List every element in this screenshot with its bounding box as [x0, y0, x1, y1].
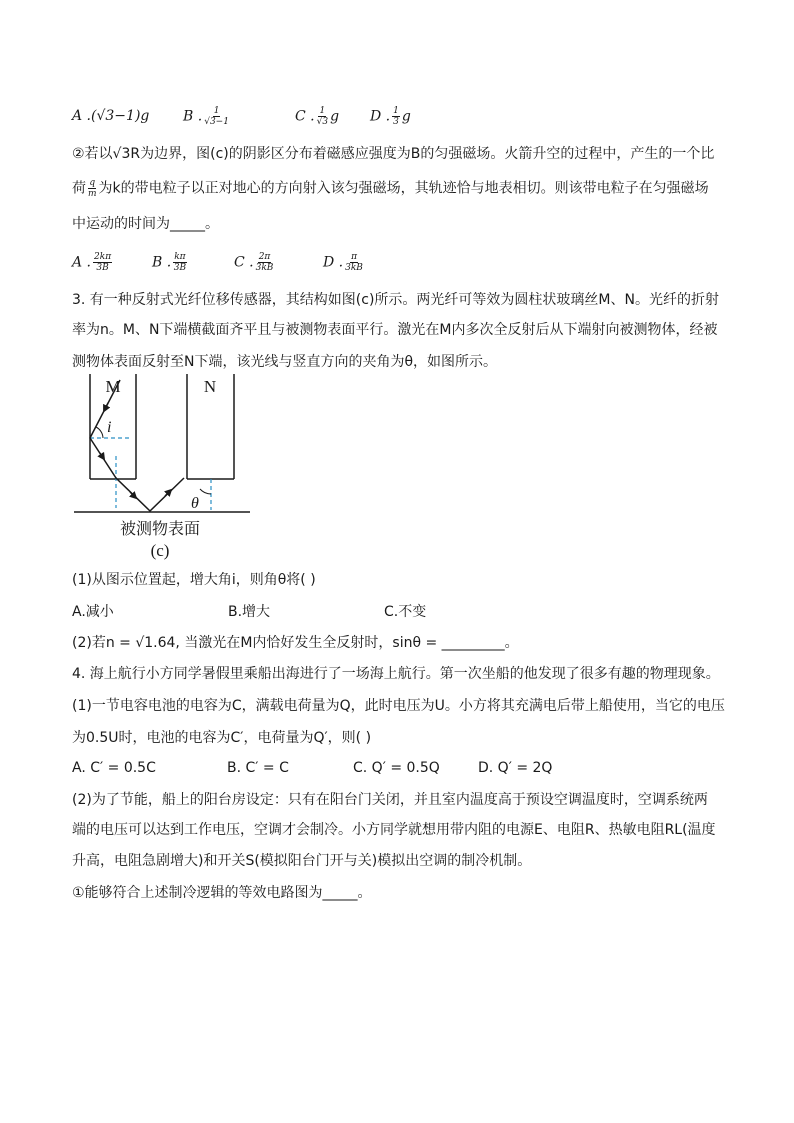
q2-part2-line2: 荷 $\frac{q}{m}$ 为k的带电粒子以正对地心的方向射入该匀强磁场，其轨迹恰与地表相切。则该带电粒子在匀强磁场	[72, 178, 709, 199]
q4-sub2-line4: ①能够符合上述制冷逻辑的等效电路图为_____。	[72, 885, 372, 901]
q3-sub2: (2)若n = √1.64, 当激光在M内恰好发生全反射时，sinθ = _________。	[72, 635, 519, 651]
surface-label: 被测物表面	[119, 519, 201, 538]
q4-sub2-line2: 端的电压可以达到工作电压，空调才会制冷。小方同学就想用带内阻的电源E、电阻R、热敏电阻RL(温度	[72, 822, 716, 838]
angle-i-arc	[96, 427, 103, 438]
ray-arrow-3	[130, 492, 136, 498]
option-c: C . $\frac{1}{√3}$ g	[295, 106, 340, 127]
label-n: N	[203, 377, 217, 396]
label-m: M	[105, 377, 121, 396]
angle-theta-arc	[200, 489, 211, 494]
q3-sub1: (1)从图示位置起，增大角i，则角θ将( )	[72, 572, 316, 588]
q2-part2-options	[0, 252, 794, 276]
q2-part2-line1: ②若以√3R为边界，图(c)的阴影区分布着磁感应强度为B的匀强磁场。火箭升空的过程中，产生的一个比	[72, 146, 715, 162]
option-a: A.减小	[72, 604, 114, 620]
ray-arrow-2	[100, 453, 104, 459]
q3-line3: 测物体表面反射至N下端，该光线与竖直方向的夹角为θ，如图所示。	[72, 354, 498, 370]
option-d: D . $\frac{\pi}{3kB}$	[323, 252, 363, 273]
fiber-sensor-figure	[70, 374, 260, 564]
q4-line1: 4. 海上航行小方同学暑假里乘船出海进行了一场海上航行。第一次坐船的他发现了很多有趣的物理现象。	[72, 666, 720, 682]
option-d: D . $\frac{1}{3}$ g	[370, 106, 411, 127]
q2-part2-line3: 中运动的时间为_____。	[72, 216, 219, 232]
option-c: C. Q′ = 0.5Q	[353, 760, 440, 776]
option-c: C.不变	[384, 604, 427, 620]
option-a: A .(√3−1)g	[72, 108, 150, 124]
q4-sub2-line1: (2)为了节能，船上的阳台房设定：只有在阳台门关闭，并且室内温度高于预设空调温度时，空调系统两	[72, 792, 708, 808]
option-a: A. C′ = 0.5C	[72, 760, 156, 776]
q4-sub2-line3: 升高，电阻急剧增大)和开关S(模拟阳台门开与关)模拟出空调的制冷机制。	[72, 853, 532, 869]
q3-line2: 率为n。M、N下端横截面齐平且与被测物表面平行。激光在M内多次全反射后从下端射向被测物体，经被	[72, 322, 718, 338]
q3-line1: 3. 有一种反射式光纤位移传感器，其结构如图(c)所示。两光纤可等效为圆柱状玻璃丝M、N。光纤的折射	[72, 292, 719, 308]
figure-caption: (c)	[150, 541, 170, 560]
ray-arrow-1	[104, 403, 108, 411]
label-theta: θ	[191, 495, 199, 512]
q2-options-row	[0, 106, 794, 128]
ray-arrow-4	[165, 490, 171, 496]
q4-sub1-line1: (1)一节电容电池的电容为C，满载电荷量为Q，此时电压为U。小方将其充满电后带上船使用，当它的电压	[72, 698, 725, 714]
option-c: C . $\frac{2\pi}{3kB}$	[234, 252, 274, 273]
option-a: A . $\frac{2k\pi}{3B}$	[72, 252, 112, 273]
option-d: D. Q′ = 2Q	[478, 760, 553, 776]
label-i: i	[107, 419, 112, 436]
option-b: B . $\frac{1}{√3-1}$	[183, 106, 229, 127]
q4-sub1-line2: 为0.5U时，电池的电容为C′，电荷量为Q′，则( )	[72, 730, 372, 746]
option-b: B. C′ = C	[227, 760, 289, 776]
option-b: B . $\frac{k\pi}{3B}$	[152, 252, 187, 273]
option-b: B.增大	[228, 604, 271, 620]
